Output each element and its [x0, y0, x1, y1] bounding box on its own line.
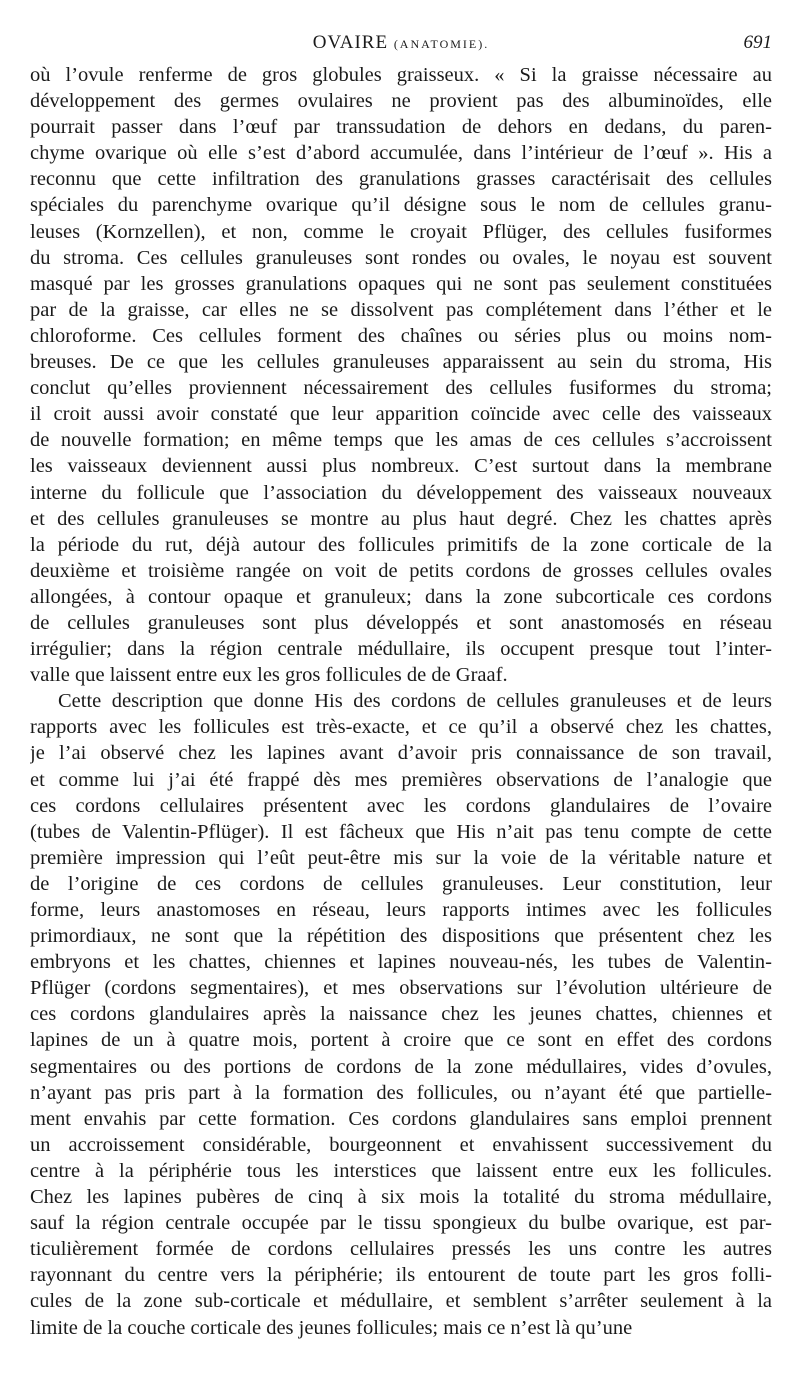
text-line: masqué par les grosses granulations opaques qui ne sont pas seulement constituées [30, 272, 772, 295]
text-line: lapines de un à quatre mois, portent à croire que ce sont en effet des cordons [30, 1029, 772, 1052]
text-line: de nouvelle formation; en même temps que les amas de ces cellules s’accroissent [30, 429, 772, 452]
text-line: embryons et les chattes, chiennes et lapines nouveau-nés, les tubes de Valentin- [30, 951, 772, 974]
text-line: la période du rut, déjà autour des follicules primitifs de la zone corticale de la [30, 533, 772, 556]
text-line: Chez les lapines pubères de cinq à six mois la totalité du stroma médullaire, [30, 1186, 772, 1209]
text-line: interne du follicule que l’association du développement des vaisseaux nouveaux [30, 481, 772, 504]
running-header [30, 32, 772, 58]
text-line: de l’origine de ces cordons de cellules granuleuses. Leur constitution, leur [30, 872, 772, 895]
text-line: breuses. De ce que les cellules granuleuses apparaissent au sein du stroma, His [30, 351, 772, 374]
text-line: conclut qu’elles proviennent nécessairement des cellules fusiformes du stroma; [30, 377, 772, 400]
text-line: Cette description que donne His des cordons de cellules granuleuses et de leurs [58, 690, 772, 713]
text-line: ticulièrement formée de cordons cellulaires pressés les uns contre les autres [30, 1238, 772, 1261]
text-line: sauf la région centrale occupée par le tissu spongieux du bulbe ovarique, est par- [30, 1212, 772, 1235]
text-line: forme, leurs anastomoses en réseau, leurs rapports intimes avec les follicules [30, 899, 772, 921]
text-line: pourrait passer dans l’œuf par transsudation de dehors en dedans, du paren- [30, 116, 772, 139]
text-line: allongées, à contour opaque et granuleux; dans la zone subcorticale ces cordons [30, 585, 772, 608]
page-number: 691 [743, 32, 772, 53]
text-line: centre à la périphérie tous les interstices que laissent entre eux les follicules. [30, 1159, 772, 1182]
text-line: limite de la couche corticale des jeunes follicules; mais ce n’est là qu’une [30, 1316, 633, 1339]
text-line: du stroma. Ces cellules granuleuses sont rondes ou ovales, le noyau est souvent [30, 246, 772, 269]
body-text [30, 62, 772, 1341]
running-title [30, 32, 772, 54]
text-line: ces cordons glandulaires après la naissance chez les jeunes chattes, chiennes et [30, 1003, 772, 1026]
running-title-sub: (ANATOMIE). [393, 37, 490, 51]
text-line: ment envahis par cette formation. Ces cordons glandulaires sans emploi prennent [30, 1107, 772, 1130]
text-line: leuses (Kornzellen), et non, comme le croyait Pflüger, des cellules fusiformes [30, 220, 772, 243]
text-line: rayonnant du centre vers la périphérie; ils entourent de toute part les gros folli- [30, 1264, 772, 1287]
text-line: par de la graisse, car elles ne se dissolvent pas complétement dans l’éther et le [30, 298, 772, 321]
text-line: première impression qui l’eût peut-être mis sur la voie de la véritable nature et [30, 846, 772, 869]
text-line: Pflüger (cordons segmentaires), et mes observations sur l’évolution ultérieure de [30, 977, 772, 1000]
text-line: chyme ovarique où elle s’est d’abord accumulée, dans l’intérieur de l’œuf ». His a [30, 142, 772, 165]
text-line: spéciales du parenchyme ovarique qu’il désigne sous le nom de cellules granu- [30, 194, 772, 217]
text-line: deuxième et troisième rangée on voit de petits cordons de grosses cellules ovales [30, 559, 772, 582]
text-line: il croit aussi avoir constaté que leur apparition coïncide avec celle des vaisseaux [30, 403, 772, 426]
text-line: reconnu que cette infiltration des granulations grasses caractérisait des cellules [30, 168, 772, 191]
text-line: chloroforme. Ces cellules forment des chaînes ou séries plus ou moins nom- [30, 324, 772, 347]
text-line: cules de la zone sub-corticale et médullaire, et semblent s’arrêter seulement à la [30, 1290, 772, 1313]
text-line: valle que laissent entre eux les gros follicules de de Graaf. [30, 664, 508, 687]
text-line: développement des germes ovulaires ne provient pas des albuminoïdes, elle [30, 90, 772, 113]
text-line: je l’ai observé chez les lapines avant d’avoir pris connaissance de son travail, [30, 742, 772, 765]
text-line: primordiaux, ne sont que la répétition des dispositions que présentent chez les [30, 925, 772, 948]
text-line: où l’ovule renferme de gros globules graisseux. « Si la graisse nécessaire au [30, 64, 772, 86]
text-line: et des cellules granuleuses se montre au plus haut degré. Chez les chattes après [30, 507, 772, 530]
text-line: et comme lui j’ai été frappé dès mes premières observations de l’analogie que [30, 768, 772, 791]
text-line: les vaisseaux deviennent aussi plus nombreux. C’est surtout dans la membrane [30, 455, 772, 478]
text-line: rapports avec les follicules est très-exacte, et ce qu’il a observé chez les chattes, [30, 716, 772, 739]
running-title-main: OVAIRE [312, 32, 389, 53]
text-line: irrégulier; dans la région centrale médullaire, ils occupent presque tout l’inter- [30, 638, 772, 661]
text-line: (tubes de Valentin-Pflüger). Il est fâcheux que His n’ait pas tenu compte de cette [30, 820, 772, 843]
text-line: de cellules granuleuses sont plus développés et sont anastomosés en réseau [30, 611, 772, 634]
text-line: n’ayant pas pris part à la formation des follicules, ou n’ayant été que partielle- [30, 1081, 772, 1104]
text-line: un accroissement considérable, bourgeonnent et envahissent successivement du [30, 1133, 772, 1156]
text-line: ces cordons cellulaires présentent avec les cordons glandulaires de l’ovaire [30, 794, 772, 817]
text-line: segmentaires ou des portions de cordons de la zone médullaires, vides d’ovules, [30, 1055, 772, 1078]
